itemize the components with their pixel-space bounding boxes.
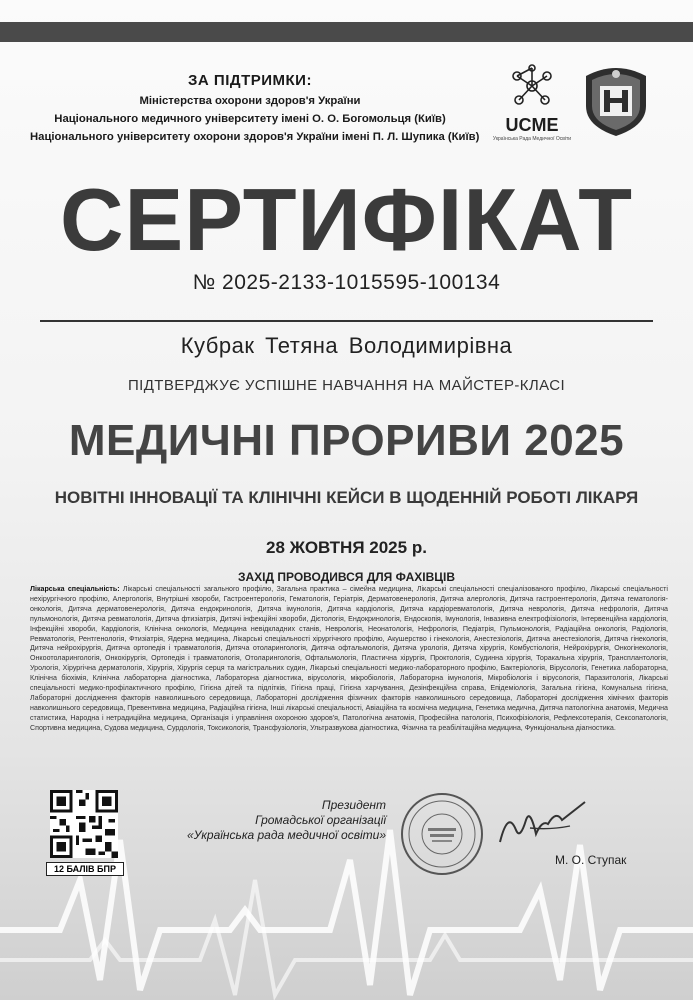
for-specialists-heading: ЗАХІД ПРОВОДИВСЯ ДЛЯ ФАХІВЦІВ (237, 570, 456, 584)
support-line-shupyk: Національного університету охорони здоров'я України імені П. Л. Шупика (Київ) (30, 131, 480, 143)
qr-code[interactable] (50, 790, 118, 858)
ucme-logo (492, 64, 572, 142)
ucme-name: UCME (505, 115, 559, 135)
qr-points-label: 12 БАЛІВ БПР (46, 862, 124, 876)
support-line-ministry: Міністерства охорони здоров'я України (139, 95, 361, 107)
specialties-text: Лікарські спеціальності загального профілю, Загальна практика – сімейна медицина, Лікарські спеціальності спеціалізованого профілю, Лікарські спеціальності нехірургічного профілю, Алергологія, Внутрішні хвороби, Гастроентерологія, Гематологія, Геріатрія, Дерматовенерологія, Дитяча алергологія, Дитяча гастроентерологія, Дитяча гематологія-онкологія, Дитяча дерматовенерологія, Дитяча ендокринологія, Дитяча імунологія, Дитяча кардіологія, Дитяча кардіоревматологія, Дитяча неврологія, Дитяча нефрологія, Дитяча пульмонологія, Дитяча ревматологія, Дитяча фтизіатрія, Дитячі інфекційні хвороби, Дієтологія, Ендокринологія, Ендоскопія, Імунологія, Інвазивна електрофізіологія, Інтервенційна кардіологія, Інфекційні хвороби, Кардіологія, Клінічна онкологія, Медицина невідкладних станів, Неврологія, Неонатологія, Нефрологія, Педіатрія, Пульмонологія, Радіаційна онкологія, Радіологія, Ревматологія, Рентгенологія, Фтизіатрія, Ядерна медицина, Лікарські спеціальності хірургічного профілю, Акушерство і гінекологія, Анестезіологія, Дитяча анестезіологія, Дитяча гінекологія, Дитяча нейрохірургія, Дитяча ортопедія і травматологія, Дитяча отоларингологія, Дитяча офтальмологія, Дитяча урологія, Дитяча хірургія, Комбустіологія, Нейрохірургія, Онкогінекологія, Онкоотоларингологія, Онкохірургія, Ортопедія і травматологія, Отоларингологія, Офтальмологія, Пластична хірургія, Проктологія, Судинна хірургія, Торакальна хірургія, Трансплантологія, Урологія, Хірургічна дерматологія, Хірургія, Хірургія серця та магістральних судин, Лікарські спеціальності медико-лабораторного профілю, Бактеріологія, Вірусологія, Генетика лабораторна, Клінічна біохімія, Клінічна лабораторна діагностика, Лабораторна діагностика, вірусологія, мікробіологія, Лабораторна імунологія, Мікробіологія і вірусологія, Паразитологія, Лікарські спеціальності медико-профілактичного профілю, Гігієна дітей та підлітків, Гігієна праці, Гігієна харчування, Дезінфекційна справа, Епідеміологія, Загальна гігієна, Комунальна гігієна, Лабораторні дослідження факторів навколишнього середовища, Лабораторні дослідження фізичних факторів навколишнього середовища, Лабораторні дослідження хімічних факторів навколишнього середовища, Превентивна медицина, Радіаційна гігієна, Інші лікарські спеціальності, Авіаційна та космічна медицина, Генетика медична, Дитяча патологічна анатомія, Медична статистика, Народна і нетрадиційна медицина, Організація і управління охороною здоров'я, Патологічна анатомія, Професійна патологія, Психофізіологія, Рефлексотерапія, Сексопатологія, Спортивна медицина, Судова медицина, Сурдологія, Токсикологія, Трансфузіологія, Ультразвукова діагностика, Фізична та реабілітаційна медицина, Функціональна діагностика. (30, 585, 668, 732)
specialties-label: Лікарська спеціальність: (30, 585, 120, 593)
support-heading: ЗА ПІДТРИМКИ: (188, 72, 312, 89)
support-line-bogomolets: Національного медичного університету імені О. О. Богомольця (Київ) (54, 113, 446, 125)
confirmation-text: ПІДТВЕРДЖУЄ УСПІШНЕ НАВЧАННЯ НА МАЙСТЕР-КЛАСІ (127, 377, 566, 394)
molecule-icon (507, 64, 557, 108)
event-title: МЕДИЧНІ ПРОРИВИ 2025 (68, 416, 625, 465)
divider (40, 320, 653, 322)
signature-icon (490, 790, 590, 850)
support-block (30, 72, 480, 146)
president-title: Президент (321, 798, 386, 812)
event-subtitle: НОВІТНІ ІННОВАЦІЇ ТА КЛІНІЧНІ КЕЙСИ В ЩОДЕННІЙ РОБОТІ ЛІКАРЯ (54, 488, 639, 507)
certificate-title: СЕРТИФІКАТ (60, 170, 633, 269)
ucme-subtitle: Українська Рада Медичної Освіти (492, 136, 572, 142)
university-crest-icon (578, 62, 654, 138)
president-name: М. О. Ступак (555, 853, 627, 867)
top-bar (0, 22, 693, 42)
person-name: Кубрак Тетяна Володимирівна (180, 333, 513, 358)
official-seal-icon (398, 790, 486, 878)
org-line-1: Громадської організації (255, 813, 386, 827)
president-organization (160, 813, 386, 843)
event-date: 28 ЖОВТНЯ 2025 р. (266, 538, 427, 557)
certificate-number: № 2025-2133-1015595-100134 (192, 271, 501, 294)
specialties-list (30, 585, 668, 734)
org-line-2: «Українська рада медичної освіти» (187, 828, 386, 842)
